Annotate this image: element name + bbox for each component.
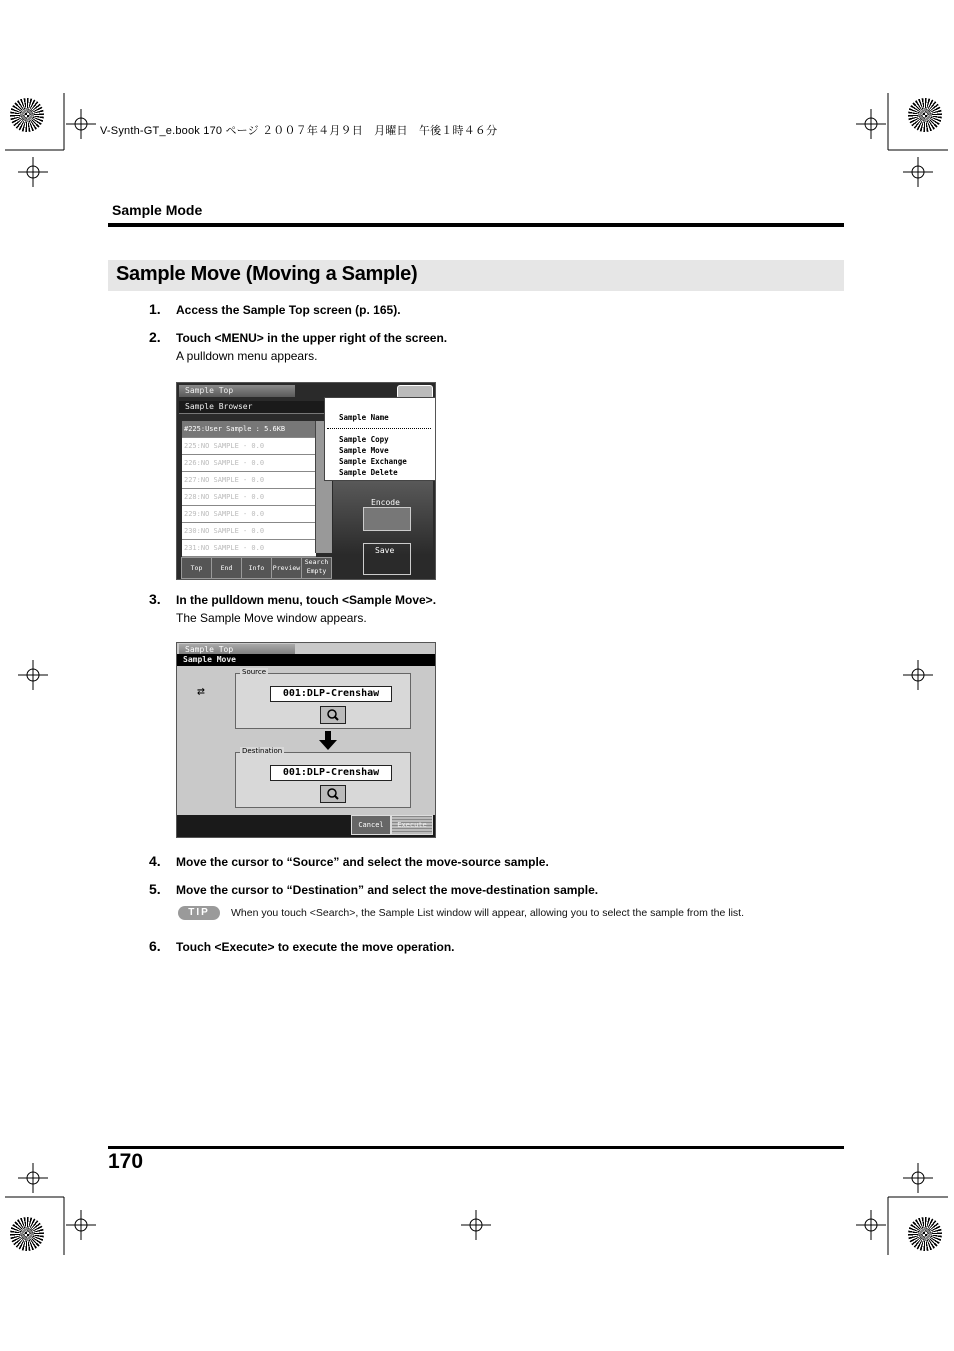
destination-label: Destination xyxy=(242,747,283,755)
step-1-text: Access the Sample Top screen (p. 165). xyxy=(176,303,401,317)
tip-badge: TIP xyxy=(178,906,220,920)
sample-browser-title: Sample Browser xyxy=(179,401,325,414)
footer-rule xyxy=(108,1146,844,1149)
preview-button[interactable]: Preview xyxy=(271,557,302,579)
sample-top-tab: Sample Top xyxy=(179,644,295,656)
step-3-sub: The Sample Move window appears. xyxy=(176,611,367,625)
sample-move-screenshot xyxy=(176,642,436,838)
menu-divider xyxy=(327,428,431,429)
source-field[interactable]: 001:DLP-Crenshaw xyxy=(270,686,392,702)
cancel-button[interactable]: Cancel xyxy=(351,815,391,835)
step-2-number: 2. xyxy=(149,329,161,345)
search-icon xyxy=(321,786,345,802)
step-6-text: Touch <Execute> to execute the move operation. xyxy=(176,940,455,954)
list-item[interactable]: 229:NO SAMPLE - 0.0 xyxy=(182,506,316,523)
list-item[interactable]: 230:NO SAMPLE - 0.0 xyxy=(182,523,316,540)
sample-list xyxy=(177,421,317,555)
menu-item-sample-move[interactable]: Sample Move xyxy=(339,446,389,455)
sample-move-window-title: Sample Move xyxy=(177,654,435,666)
source-label: Source xyxy=(242,668,267,676)
top-button[interactable]: Top xyxy=(181,557,212,579)
tip-text: When you touch <Search>, the Sample List window will appear, allowing you to select the sample from the list. xyxy=(231,907,745,919)
search-icon xyxy=(321,707,345,723)
step-5-text: Move the cursor to “Destination” and select the move-destination sample. xyxy=(176,883,599,897)
step-4-text: Move the cursor to “Source” and select the move-source sample. xyxy=(176,855,549,869)
save-label: Save xyxy=(375,546,395,555)
sample-top-tab: Sample Top xyxy=(179,385,295,397)
list-item[interactable]: 228:NO SAMPLE - 0.0 xyxy=(182,489,316,506)
book-file-line: V-Synth-GT_e.book 170 ページ ２００７年４月９日 月曜日 午後１時４６分 xyxy=(100,125,498,137)
list-item[interactable]: 225:NO SAMPLE - 0.0 xyxy=(182,438,316,455)
list-item[interactable]: 227:NO SAMPLE - 0.0 xyxy=(182,472,316,489)
step-2-text: Touch <MENU> in the upper right of the screen. xyxy=(176,331,448,345)
info-button[interactable]: Info xyxy=(241,557,272,579)
destination-search-button[interactable] xyxy=(320,785,346,803)
menu-item-sample-exchange[interactable]: Sample Exchange xyxy=(339,457,407,466)
title-band xyxy=(108,260,844,291)
menu-item-sample-delete[interactable]: Sample Delete xyxy=(339,468,398,477)
menu-item-sample-copy[interactable]: Sample Copy xyxy=(339,435,389,444)
step-1-number: 1. xyxy=(149,301,161,317)
step-2-sub: A pulldown menu appears. xyxy=(176,349,318,363)
pulldown-menu xyxy=(324,397,436,481)
encode-button[interactable] xyxy=(363,507,411,531)
sample-top-screenshot xyxy=(176,382,436,580)
source-group xyxy=(235,668,411,729)
destination-group xyxy=(235,747,411,808)
end-button[interactable]: End xyxy=(211,557,242,579)
save-button[interactable] xyxy=(363,543,411,575)
list-item[interactable]: #225:User Sample : 5.6KB xyxy=(182,421,316,438)
step-3-text: In the pulldown menu, touch <Sample Move>. xyxy=(176,593,437,607)
section-label: Sample Mode xyxy=(112,202,203,218)
source-search-button[interactable] xyxy=(320,706,346,724)
destination-field[interactable]: 001:DLP-Crenshaw xyxy=(270,765,392,781)
list-item[interactable]: 226:NO SAMPLE - 0.0 xyxy=(182,455,316,472)
page-title: Sample Move (Moving a Sample) xyxy=(116,263,418,285)
execute-button[interactable]: Execute xyxy=(391,815,433,835)
step-4-number: 4. xyxy=(149,853,161,869)
header-rule xyxy=(108,223,844,227)
move-icon: ⇄ xyxy=(197,684,205,699)
step-6-number: 6. xyxy=(149,938,161,954)
step-3-number: 3. xyxy=(149,591,161,607)
menu-item-sample-name[interactable]: Sample Name xyxy=(339,413,389,422)
encode-label: Encode xyxy=(371,498,400,507)
arrow-down-icon xyxy=(317,731,339,751)
page-number: 170 xyxy=(108,1150,144,1173)
step-5-number: 5. xyxy=(149,881,161,897)
list-item[interactable]: 231:NO SAMPLE - 0.0 xyxy=(182,540,316,557)
search-empty-button[interactable]: Search Empty xyxy=(301,557,332,579)
